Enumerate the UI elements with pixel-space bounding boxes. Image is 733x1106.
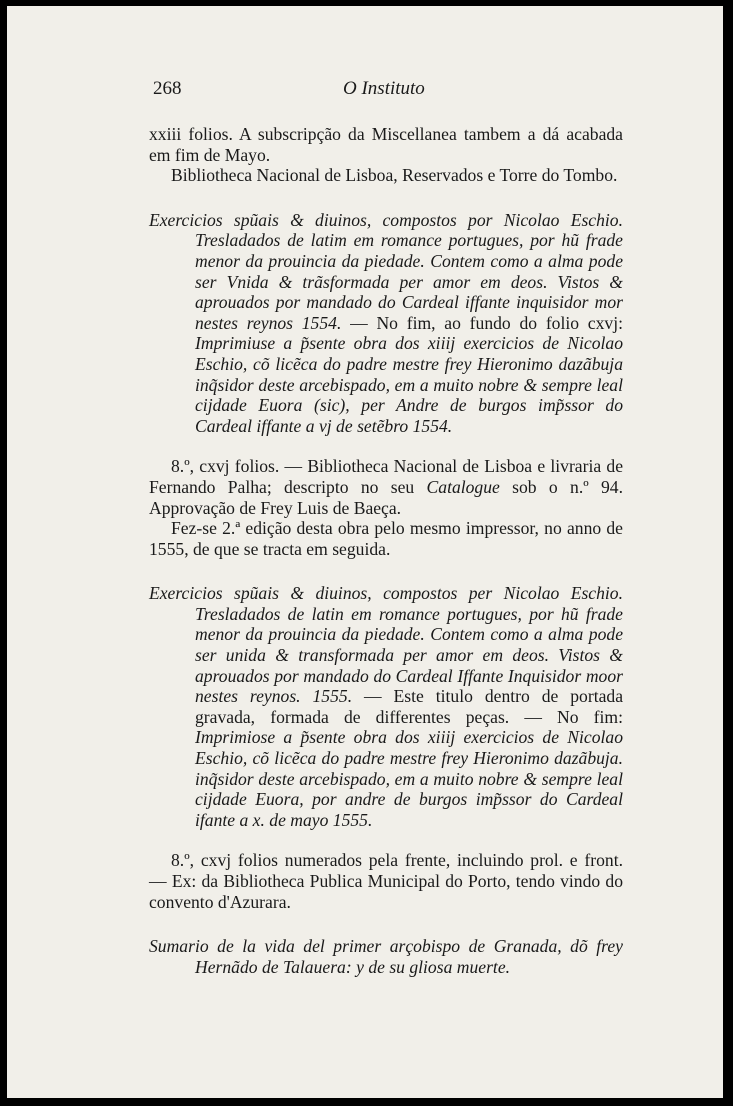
entry-location: Bibliotheca Nacional de Lisboa, Reservados e Torre do Tombo. bbox=[171, 165, 618, 186]
entry-1554-catalogue: Catalogue bbox=[426, 476, 500, 497]
entry-1554-details bbox=[149, 456, 623, 518]
page-header bbox=[153, 78, 623, 102]
page-number: 268 bbox=[153, 78, 182, 99]
entry-sumario-title bbox=[149, 936, 623, 977]
entry-1555-desc-lead: — Este titulo dentro de portada gravada, formada de differentes peças. — No fim: bbox=[195, 686, 623, 727]
page-body bbox=[149, 124, 623, 977]
entry-1555-colophon: Imprimiose a p̃sente obra dos xiiij exercicios de Nicolao Eschio, cõ licẽca do padre mestre frey Hieronimo dazãbuja. inq̃sidor deste arcebispado, em a muito nobre & sempre leal cijdade Euora, por andre de burgos imp̃ssor do Cardeal ifante a x. de mayo 1555. bbox=[195, 727, 623, 830]
entry-continuation: xxiii folios. A subscripção da Miscellanea tambem a dá acabada em fim de Mayo. bbox=[149, 124, 623, 165]
running-title: O Instituto bbox=[343, 78, 425, 99]
entry-1554-note: Fez-se 2.ª edição desta obra pelo mesmo impressor, no anno de 1555, de que se tracta em seguida. bbox=[149, 518, 623, 559]
entry-1554-title bbox=[149, 210, 623, 437]
entry-1554-title-text: Exercicios spũais & diuinos, compostos por Nicolao Eschio. Tresladados de latim em romance portugues, por hũ frade menor da prouincia da piedade. Contem como a alma pode ser Vnida & trãsformada per amor em deos. Vistos & aprouados por mandado do Cardeal iffante inquisidor mor nestes reynos 1554. bbox=[149, 209, 623, 333]
entry-1554-colophon: Imprimiuse a p̃sente obra dos xiiij exercicios de Nicolao Eschio, cõ licẽca do padre mestre frey Hieronimo dazãbuja inq̃sidor deste arcebispado, em a muito nobre & sempre leal cijdade Euora (sic), per Andre de burgos imp̃ssor do Cardeal iffante a vj de setẽbro 1554. bbox=[195, 333, 623, 436]
book-page bbox=[7, 6, 723, 1098]
entry-1554-details-pre: 8.º, cxvj folios. — Bibliotheca Nacional de Lisboa e livraria de Fernando Palha; descripto no seu bbox=[149, 456, 623, 497]
entry-1555-title-text: Exercicios spũais & diuinos, compostos per Nicolao Eschio. Tresladados de latin em romance portugues, por hũ frade menor da prouincia da piedade. Contem como a alma pode ser unida & transformada per amor em deos. Vistos & aprouados por mandado do Cardeal Iffante Inquisidor moor nestes reynos. 1555. bbox=[149, 583, 623, 707]
entry-1554-colophon-lead: — No fim, ao fundo do folio cxvj: bbox=[341, 312, 623, 333]
entry-1555-details: 8.º, cxvj folios numerados pela frente, incluindo prol. e front. — Ex: da Bibliotheca Publica Municipal do Porto, tendo vindo do convento d'Azurara. bbox=[149, 850, 623, 912]
entry-1555-title bbox=[149, 583, 623, 830]
entry-1554-details-post: sob o n.º 94. Approvação de Frey Luis de Baeça. bbox=[149, 476, 623, 518]
entry-sumario-title-text: Sumario de la vida del primer arçobispo de Granada, dõ frey Hernãdo de Talauera: y de su gliosa muerte. bbox=[149, 936, 623, 977]
